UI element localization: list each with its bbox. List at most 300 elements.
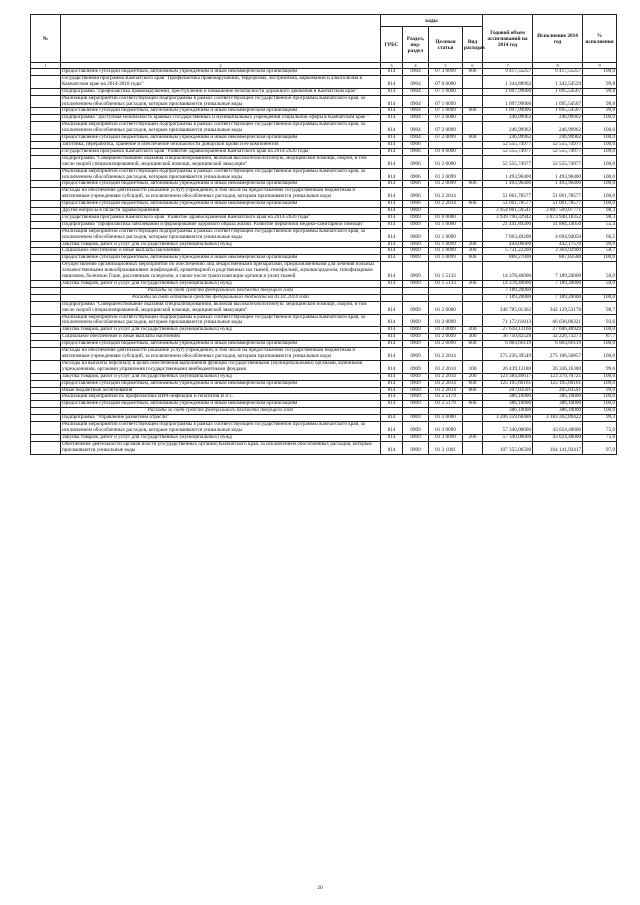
cell-num [31,348,61,361]
cell-exec: 205,03591 [533,387,583,394]
cell-vid [463,214,483,221]
cell-vid [463,122,483,135]
cell-vid [463,441,483,454]
cell-grbs: 814 [381,255,403,262]
cell-razdel: 0906 [403,155,429,168]
cell-name: Закупка товаров, работ и услуг для государственных (муниципальных) нужд [61,373,381,380]
cell-vid: 600 [463,181,483,188]
cell-vid: 600 [463,69,483,76]
col-number: 6 [463,63,483,69]
cell-num [31,360,61,373]
cell-grbs: 814 [381,262,403,281]
cell-plan: 71 172,61813 [483,314,533,327]
cell-razdel: 0906 [403,188,429,201]
cell-razdel: 0909 [403,341,429,348]
cell-name: Осуществление организационных мероприятий по обеспечению лиц лекарственными препаратами, предназначенными для лечения больных злокачественными новообразованиями лимфоидной, кроветворной и родственных им тканей, гемофилией, муковисцидозом, гипофизарным нанизмом, болезнью Гоше, рассеянным склерозом, а также после трансплантации органов и (или) тканей [61,262,381,281]
cell-name: Предоставление субсидий бюджетным, автономным учреждениям и иным некоммерческим организациям [61,401,381,408]
cell-grbs: 814 [381,348,403,361]
cell-exec: 11 884,14050 [533,221,583,228]
cell-grbs: 814 [381,69,403,76]
cell-razdel: 0909 [403,373,429,380]
table-row [31,348,617,361]
cell-exec: 51 061,78577 [533,188,583,201]
cell-plan: 1 493,96400 [483,181,533,188]
cell-plan: 275 226,39549 [483,348,533,361]
cell-grbs: 814 [381,394,403,401]
cell-vid [463,408,483,415]
budget-table-page [30,14,616,455]
cell-name: Закупка товаров, работ и услуг для государственных (муниципальных) нужд [61,241,381,248]
cell-name: Подпрограмма "Доступная безопасность краевых государственных и муниципальных учреждений социальной сферы в Камчатском крае " [61,115,381,122]
cell-name: Расходы на выплаты персоналу в целях обеспечения выполнения функций государственными (муниципальными) органами, казенными учреждениями, органами управления государственными внебюджетными фондами [61,360,381,373]
cell-target: 01 2 2014 [429,348,463,361]
cell-name: Государственная программа Камчатского края "Развитие здравоохранения Камчатского края на 2014-2020 годы" [61,214,381,221]
cell-vid [463,262,483,281]
cell-plan: 36 750,82528 [483,334,533,341]
cell-vid: 300 [463,248,483,255]
cell-num [31,301,61,314]
cell-grbs: 814 [381,135,403,142]
cell-vid: 300 [463,334,483,341]
cell-pct: 58,7 [583,248,617,255]
cell-razdel: 0909 [403,241,429,248]
cell-plan: 246,99962 [483,122,533,135]
cell-pct: 99,3 [583,415,617,422]
cell-plan: 7 189,20000 [483,287,533,294]
cell-pct: 99,6 [583,241,617,248]
cell-pct: 93,6 [583,314,617,327]
cell-name: Расходы за счет средств федерального бюджета текущего года [61,287,381,294]
cell-name: Расходы на обеспечение деятельности (оказание услуг) учреждений, в том числе на предоставление государственным бюджетным и автономным учреждениям субсидий, за исключением обособленных расходов, которым присваиваются уникальные коды [61,188,381,201]
cell-target: 01 2 0099 [429,181,463,188]
cell-vid [463,75,483,88]
cell-razdel: 0904 [403,108,429,115]
cell-vid [463,188,483,201]
cell-vid [463,141,483,148]
cell-target: 01 2 2014 [429,188,463,201]
header-num: № [31,15,61,63]
cell-name: Предоставление субсидий бюджетным, автономным учреждениям и иным некоммерческим организациям [61,108,381,115]
cell-vid: 200 [463,241,483,248]
cell-num [31,394,61,401]
cell-num [31,75,61,88]
table-row [31,301,617,314]
cell-num [31,135,61,142]
cell-plan: 1 097,99000 [483,88,533,95]
cell-razdel: 0909 [403,360,429,373]
cell-exec: 51 061,78577 [533,201,583,208]
table-row [31,75,617,88]
cell-name: Реализация мероприятий соответствующей подпрограммы в рамках соответствующей государственной программы Камчатского края, за исключением обособленных расходов, которым присваиваются уникальные коды [61,422,381,435]
cell-plan: 1 493,96400 [483,168,533,181]
cell-pct: 50,0 [583,281,617,288]
table-row [31,422,617,435]
cell-vid: 200 [463,281,483,288]
cell-name: Реализация мероприятий соответствующей подпрограммы в рамках соответствующей государственной программы Камчатского края, за исключением обособленных расходов, которым присваиваются уникальные коды [61,228,381,241]
cell-target: 01 1 5133 [429,262,463,281]
cell-exec: 1 095,54567 [533,95,583,108]
cell-num [31,181,61,188]
cell-num [31,141,61,148]
cell-target: 01 2 0099 [429,327,463,334]
cell-pct: 66,5 [583,228,617,241]
cell-target [429,294,463,301]
cell-razdel: 0904 [403,135,429,142]
cell-pct: 98,3 [583,208,617,215]
cell-target: 01 0 0000 [429,148,463,155]
cell-plan: 444,00000 [483,241,533,248]
cell-grbs: 814 [381,168,403,181]
cell-grbs: 814 [381,327,403,334]
cell-razdel: 0906 [403,148,429,155]
cell-razdel: 0904 [403,95,429,108]
cell-plan: 1 097,99000 [483,95,533,108]
cell-num [31,334,61,341]
cell-num [31,281,61,288]
cell-name: Предоставление субсидий бюджетным, автономным учреждениям и иным некоммерческим организациям [61,201,381,208]
cell-target: 01 2 2014 [429,387,463,394]
table-row [31,155,617,168]
cell-pct: 100,0 [583,373,617,380]
cell-razdel: 0909 [403,422,429,435]
cell-target: 01 2 2014 [429,201,463,208]
cell-num [31,148,61,155]
cell-vid [463,287,483,294]
cell-num [31,201,61,208]
cell-name: Подпрограмма "Совершенствование оказания специализированной, включая высокотехнологичную, медицинской помощи, скорой, в том числе скорой специализированной, медицинской помощи, медицинской эвакуации" [61,155,381,168]
cell-razdel: 0904 [403,75,429,88]
cell-plan: 386,10000 [483,408,533,415]
cell-exec: 7 189,20000 [533,281,583,288]
cell-razdel: 0909 [403,221,429,228]
cell-razdel: 0906 [403,181,429,188]
header-razdel: Раздел, под-раздел [403,27,429,63]
cell-exec: 3 183 202,89422 [533,415,583,422]
cell-grbs: 814 [381,188,403,201]
cell-plan: 51 061,78577 [483,188,533,201]
col-number: 2 [61,63,381,69]
cell-exec: 3 887 569,07771 [533,208,583,215]
cell-razdel: 0904 [403,88,429,95]
cell-num [31,115,61,122]
cell-razdel: 0909 [403,262,429,281]
cell-num [31,221,61,228]
col-number: 9 [583,63,617,69]
header-grbs: ГРБС [381,27,403,63]
cell-exec: 3 364,92900 [533,248,583,255]
cell-vid: 600 [463,380,483,387]
cell-grbs: 814 [381,241,403,248]
cell-name: Предоставление субсидий бюджетным, автономным учреждениям и иным некоммерческим организациям [61,69,381,76]
cell-exec: 26 326,16380 [533,360,583,373]
table-row [31,360,617,373]
cell-num [31,327,61,334]
cell-name: Социальное обеспечение и иные выплаты населению [61,248,381,255]
cell-pct: 97,0 [583,441,617,454]
cell-name: Реализация мероприятий соответствующей подпрограммы в рамках соответствующей государственной программы Камчатского края, за исключением обособленных расходов, которым присваиваются уникальные коды [61,168,381,181]
cell-pct: 100,0 [583,141,617,148]
cell-name: Предоставление субсидий бюджетным, автономным учреждениям и иным некоммерческим организациям [61,181,381,188]
cell-name: Предоставление субсидий бюджетным, автономным учреждениям и иным некоммерческим организациям [61,380,381,387]
cell-exec: 52 555,74977 [533,148,583,155]
cell-razdel: 0906 [403,168,429,181]
cell-vid: 600 [463,255,483,262]
cell-name: Подпрограмма "Управление развитием отрасли" [61,415,381,422]
cell-name: Реализация мероприятий соответствующей подпрограммы в рамках соответствующей государственной программы Камчатского края, за исключением обособленных расходов, которым присваиваются уникальные коды [61,95,381,108]
cell-razdel: 0909 [403,281,429,288]
cell-vid [463,422,483,435]
cell-plan: 14 378,40000 [483,262,533,281]
page-number: 20 [317,885,323,891]
cell-target: 01 3 0099 [429,434,463,441]
cell-pct: 99,8 [583,95,617,108]
table-row [31,314,617,327]
cell-razdel: 0909 [403,228,429,241]
cell-num [31,69,61,76]
cell-razdel: 0904 [403,122,429,135]
header-codes: коды [381,15,483,27]
cell-pct: 100,0 [583,148,617,155]
cell-razdel: 0904 [403,115,429,122]
cell-exec: 342 129,53178 [533,301,583,314]
table-row [31,441,617,454]
col-number: 5 [429,63,463,69]
cell-plan: 6 803,66119 [483,341,533,348]
header-exec: Исполнение 2014 год [533,15,583,63]
cell-vid [463,95,483,108]
cell-target: 01 1 5133 [429,281,463,288]
cell-pct: 100,0 [583,201,617,208]
cell-vid [463,168,483,181]
cell-target: 01 2 0099 [429,334,463,341]
cell-name: Расходы за счет остатков средств федерального бюджета на 01.01.2014 года [61,294,381,301]
cell-razdel: 0909 [403,441,429,454]
cell-pct: 98,3 [583,214,617,221]
cell-razdel: 0909 [403,334,429,341]
cell-target: 07 0 0000 [429,75,463,88]
cell-pct: 100,0 [583,188,617,201]
col-number: 7 [483,63,533,69]
cell-grbs: 814 [381,141,403,148]
cell-vid [463,415,483,422]
cell-pct: 100,0 [583,69,617,76]
cell-name: Расходы за счет средств федерального бюджета текущего года [61,408,381,415]
cell-name: Заготовка, переработка, хранение и обеспечение безопасности донорской крови и ее компонентов [61,141,381,148]
cell-target: 01 1 0099 [429,241,463,248]
cell-vid: 600 [463,341,483,348]
cell-exec: 4 694,94050 [533,228,583,241]
cell-plan: 107 355,06500 [483,441,533,454]
cell-pct: 100,0 [583,181,617,188]
cell-num [31,422,61,435]
cell-exec: 43 024,48000 [533,434,583,441]
cell-exec: 32 226,73273 [533,334,583,341]
cell-pct: 75,0 [583,422,617,435]
cell-exec: 52 555,74977 [533,141,583,148]
cell-name: Закупка товаров, работ и услуг для государственных (муниципальных) нужд [61,327,381,334]
cell-grbs: 814 [381,441,403,454]
cell-num [31,214,61,221]
cell-grbs: 814 [381,201,403,208]
cell-exec: 442,17570 [533,241,583,248]
table-row [31,122,617,135]
table-row [31,188,617,201]
cell-exec: 246,99962 [533,122,583,135]
cell-plan: 207,03591 [483,387,533,394]
budget-table [30,14,617,455]
cell-plan: 3 954 061,56541 [483,208,533,215]
cell-exec: 6 803,66119 [533,341,583,348]
cell-target: 07 3 0099 [429,69,463,76]
cell-exec: 246,99962 [533,115,583,122]
cell-pct: 99,8 [583,75,617,88]
cell-pct: 100,0 [583,408,617,415]
cell-plan: 27 618,13166 [483,327,533,334]
cell-grbs: 814 [381,373,403,380]
cell-exec: 123 379,70725 [533,373,583,380]
cell-vid: 600 [463,108,483,115]
cell-plan: 9 417,55257 [483,69,533,76]
cell-plan: 21 441,89200 [483,221,533,228]
cell-pct: 100,0 [583,122,617,135]
cell-target: 01 1 0000 [429,221,463,228]
cell-plan: 1 097,99000 [483,108,533,115]
cell-plan: 26 439,13180 [483,360,533,373]
cell-plan: 386,10000 [483,394,533,401]
cell-vid [463,294,483,301]
cell-plan: 125 195,66161 [483,380,533,387]
col-number: 8 [533,63,583,69]
cell-vid [463,155,483,168]
cell-name: Подпрограмма "Совершенствование оказания специализированной, включая высокотехнологичную, медицинской помощи, скорой, в том числе скорой специализированной, медицинской помощи, медицинской эвакуации" [61,301,381,314]
cell-exec: 386,10000 [533,408,583,415]
cell-razdel: 0909 [403,214,429,221]
cell-pct: 100,0 [583,115,617,122]
cell-num [31,401,61,408]
cell-exec: 66 636,86321 [533,314,583,327]
cell-name: Реализация мероприятий по профилактике ВИЧ-инфекции и гепатитов В и С [61,394,381,401]
cell-grbs: 814 [381,301,403,314]
cell-plan: 7 063,49200 [483,228,533,241]
cell-num [31,255,61,262]
cell-pct: 100,0 [583,401,617,408]
cell-exec: 43 024,48000 [533,422,583,435]
cell-pct: 100,0 [583,168,617,181]
cell-exec: 1 095,54567 [533,108,583,115]
cell-vid: 200 [463,373,483,380]
cell-exec: 275 106,56857 [533,348,583,361]
cell-name: Подпрограмма "Профилактика правонарушений, преступлений и повышение безопасности дорожного движения в Камчатском крае" [61,88,381,95]
cell-num [31,95,61,108]
cell-plan: 52 555,74977 [483,155,533,168]
cell-num [31,88,61,95]
cell-vid: 800 [463,387,483,394]
cell-vid [463,88,483,95]
cell-num [31,248,61,255]
cell-name: Социальное обеспечение и иные выплаты населению [61,334,381,341]
cell-razdel: 0909 [403,348,429,361]
cell-pct: 100,0 [583,348,617,361]
cell-plan: 246,99962 [483,135,533,142]
cell-grbs: 814 [381,108,403,115]
cell-target: 01 2 0099 [429,341,463,348]
cell-name: Государственная программа Камчатского края "Развитие здравоохранения Камчатского края на 2014-2020 годы" [61,148,381,155]
cell-vid: 600 [463,401,483,408]
cell-exec: 246,99962 [533,135,583,142]
cell-razdel: 0909 [403,434,429,441]
cell-pct: 98,7 [583,301,617,314]
cell-plan: 246,99962 [483,115,533,122]
cell-exec: 1 493,96400 [533,168,583,181]
cell-pct: 100,0 [583,155,617,168]
cell-num [31,155,61,168]
cell-grbs: 814 [381,148,403,155]
cell-plan: 123 384,46617 [483,373,533,380]
cell-vid [463,115,483,122]
cell-exec: 125 195,66161 [533,380,583,387]
cell-razdel: 0909 [403,380,429,387]
cell-pct: 100,0 [583,380,617,387]
cell-plan: 57 340,00000 [483,422,533,435]
cell-exec: 52 555,74977 [533,155,583,168]
cell-name: Другие вопросы в области здравоохранения [61,208,381,215]
cell-grbs: 814 [381,434,403,441]
cell-num [31,287,61,294]
cell-grbs: 814 [381,88,403,95]
cell-num [31,294,61,301]
cell-grbs: 814 [381,401,403,408]
cell-grbs: 814 [381,155,403,168]
cell-plan: 386,10000 [483,401,533,408]
cell-plan: 3 206 359,68486 [483,415,533,422]
cell-vid [463,228,483,241]
cell-name: Закупка товаров, работ и услуг для государственных (муниципальных) нужд [61,434,381,441]
col-number: 1 [31,63,61,69]
cell-vid [463,208,483,215]
cell-num [31,408,61,415]
cell-vid: 100 [463,360,483,373]
cell-razdel: 0906 [403,141,429,148]
cell-razdel: 0909 [403,248,429,255]
cell-razdel: 0909 [403,255,429,262]
cell-name: Расходы на обеспечение деятельности (оказание услуг) учреждений, в том числе на предоставление государственным бюджетным и автономным учреждениям субсидий, за исключением обособленных расходов, которым присваиваются уникальные коды [61,348,381,361]
cell-exec: 7 189,20000 [533,262,583,281]
cell-vid [463,314,483,327]
cell-razdel: 0909 [403,208,429,215]
cell-target: 07 1 0000 [429,88,463,95]
cell-razdel: 0909 [403,415,429,422]
cell-vid: 600 [463,135,483,142]
cell-target: 01 2 0099 [429,168,463,181]
cell-grbs: 814 [381,380,403,387]
table-row [31,228,617,241]
cell-pct: 99,0 [583,387,617,394]
cell-name: Предоставление субсидий бюджетным, автономным учреждениям и иным некоммерческим организациям [61,341,381,348]
cell-target: 01 1 0099 [429,255,463,262]
cell-grbs: 814 [381,281,403,288]
cell-num [31,441,61,454]
cell-target: 01 3 0000 [429,415,463,422]
cell-name: Обеспечение деятельности органов власти (государственных органов) Камчатского края, за исключением обособленных расходов, которым присваиваются уникальные коды [61,441,381,454]
cell-pct: 99,8 [583,108,617,115]
cell-target: 01 2 0000 [429,301,463,314]
cell-grbs: 814 [381,181,403,188]
cell-target: 01 2 2014 [429,360,463,373]
cell-exec: 1 493,96400 [533,181,583,188]
cell-grbs: 814 [381,228,403,241]
cell-num [31,314,61,327]
cell-pct: 87,7 [583,334,617,341]
